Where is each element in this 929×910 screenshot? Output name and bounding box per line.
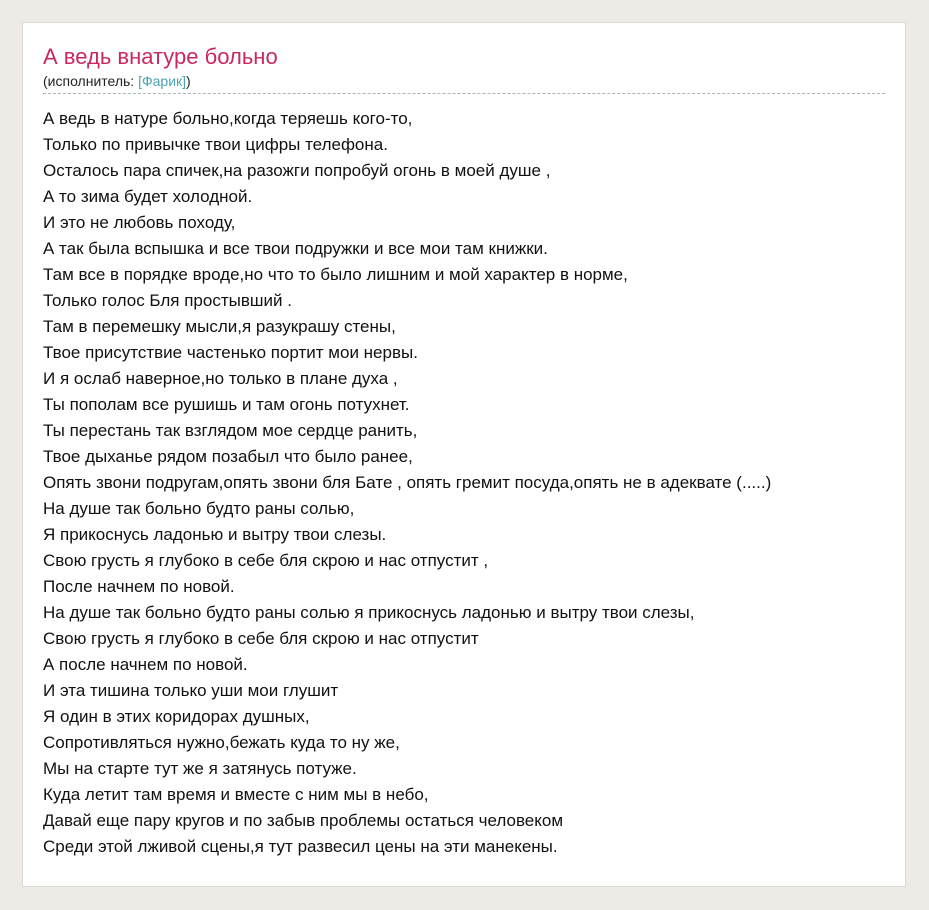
lyric-line: На душе так больно будто раны солью, <box>43 499 355 518</box>
divider <box>43 93 885 94</box>
lyric-line: А то зима будет холодной. <box>43 187 253 206</box>
lyric-line: На душе так больно будто раны солью я прикоснусь ладонью и вытру твои слезы, <box>43 603 695 622</box>
lyrics-card <box>22 22 906 887</box>
lyric-line: И эта тишина только уши мои глушит <box>43 681 339 700</box>
lyric-line: Только голос Бля простывший . <box>43 291 292 310</box>
lyric-line: Ты пополам все рушишь и там огонь потухнет. <box>43 395 410 414</box>
lyric-line: Мы на старте тут же я затянусь потуже. <box>43 759 357 778</box>
lyric-line: Только по привычке твои цифры телефона. <box>43 135 388 154</box>
lyric-line: Я один в этих коридорах душных, <box>43 707 310 726</box>
lyric-line: И я ослаб наверное,но только в плане духа , <box>43 369 398 388</box>
lyric-line: А ведь в натуре больно,когда теряешь кого-то, <box>43 109 413 128</box>
lyric-line: Свою грусть я глубоко в себе бля скрою и нас отпустит <box>43 629 479 648</box>
lyric-line: Твое присутствие частенько портит мои нервы. <box>43 343 418 362</box>
lyric-line: После начнем по новой. <box>43 577 235 596</box>
song-title: А ведь внатуре больно <box>43 44 278 69</box>
lyric-line: Куда летит там время и вместе с ним мы в небо, <box>43 785 429 804</box>
lyric-line: Ты перестань так взглядом мое сердце ранить, <box>43 421 418 440</box>
lyric-line: Опять звони подругам,опять звони бля Бате , опять гремит посуда,опять не в адеквате (.....) <box>43 473 772 492</box>
artist-prefix: (исполнитель: <box>43 73 139 89</box>
lyric-line: Там в перемешку мысли,я разукрашу стены, <box>43 317 396 336</box>
lyric-line: Я прикоснусь ладонью и вытру твои слезы. <box>43 525 387 544</box>
lyric-line: Свою грусть я глубоко в себе бля скрою и нас отпустит , <box>43 551 489 570</box>
lyric-line: А так была вспышка и все твои подружки и все мои там книжки. <box>43 239 548 258</box>
lyric-line: Сопротивляться нужно,бежать куда то ну же, <box>43 733 400 752</box>
artist-link[interactable]: [Фарик] <box>138 73 187 89</box>
artist-suffix: ) <box>186 73 191 89</box>
lyric-line: А после начнем по новой. <box>43 655 248 674</box>
lyric-line: Среди этой лживой сцены,я тут развесил цены на эти манекены. <box>43 837 558 856</box>
lyric-line: Осталось пара спичек,на разожги попробуй огонь в моей душе , <box>43 161 551 180</box>
lyric-line: И это не любовь походу, <box>43 213 236 232</box>
lyric-line: Там все в порядке вроде,но что то было лишним и мой характер в норме, <box>43 265 628 284</box>
lyrics-text <box>43 106 771 860</box>
lyric-line: Твое дыханье рядом позабыл что было ранее, <box>43 447 413 466</box>
lyric-line: Давай еще пару кругов и по забыв проблемы остаться человеком <box>43 811 564 830</box>
artist-line <box>43 73 191 89</box>
